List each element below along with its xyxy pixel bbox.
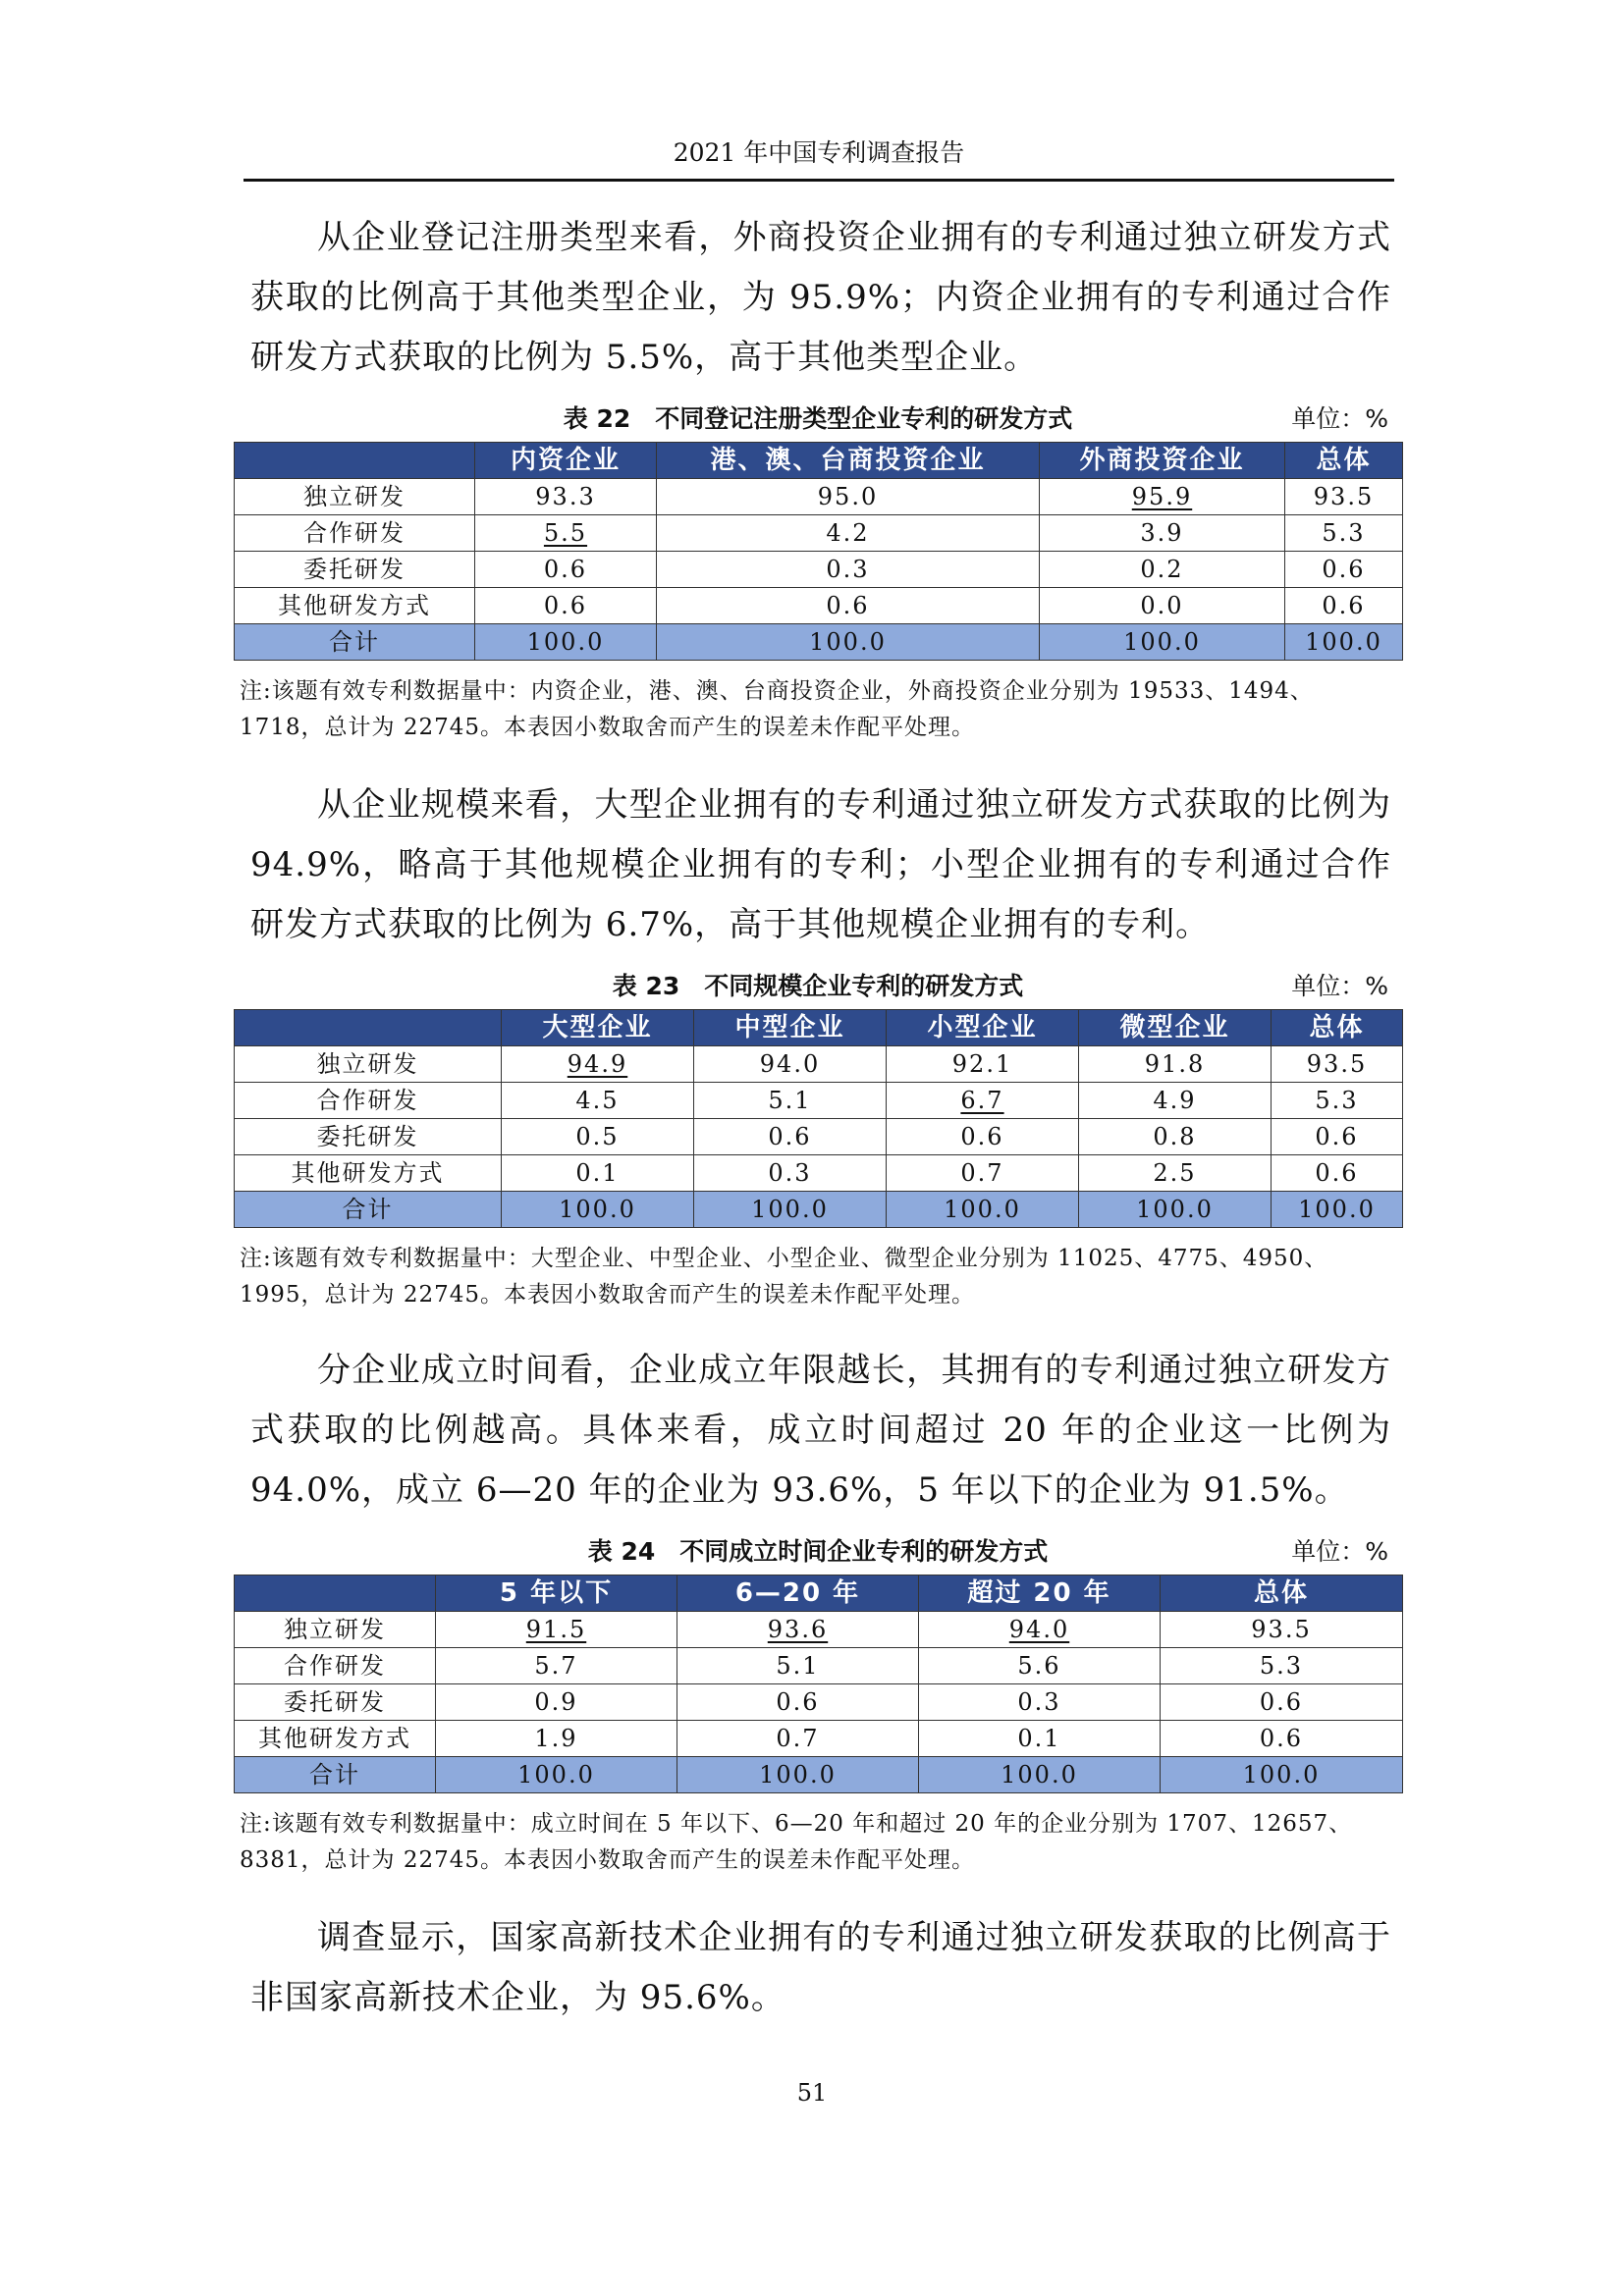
row-label: 合计 xyxy=(235,1757,436,1793)
underlined-value: 94.0 xyxy=(1008,1616,1070,1643)
table-cell: 100.0 xyxy=(1079,1192,1272,1228)
table-cell: 5.7 xyxy=(436,1648,677,1684)
row-label: 合计 xyxy=(235,624,475,661)
underlined-value: 6.7 xyxy=(960,1087,1004,1114)
paragraph-1: 从企业登记注册类型来看，外商投资企业拥有的专利通过独立研发方式获取的比例高于其他类型企业，为 95.9%；内资企业拥有的专利通过合作研发方式获取的比例为 5.5%，高于其他类型企业。 xyxy=(250,218,1391,377)
table-cell: 0.6 xyxy=(677,1684,919,1721)
row-label: 合作研发 xyxy=(235,1083,502,1119)
underlined-value: 5.5 xyxy=(543,519,588,547)
table-cell: 95.0 xyxy=(657,479,1040,515)
table-cell: 0.0 xyxy=(1040,588,1285,624)
table-cell: 5.3 xyxy=(1161,1648,1403,1684)
table-cell-highlight xyxy=(887,1083,1079,1119)
header-rule xyxy=(244,179,1394,182)
table-24 xyxy=(234,1575,1403,1793)
row-label: 独立研发 xyxy=(235,479,475,515)
table-cell: 100.0 xyxy=(436,1757,677,1793)
table-header-cell: 超过 20 年 xyxy=(919,1575,1161,1612)
underlined-value: 94.9 xyxy=(567,1050,628,1078)
row-label: 委托研发 xyxy=(235,1684,436,1721)
table-cell: 0.3 xyxy=(694,1155,887,1192)
table-cell: 5.1 xyxy=(677,1648,919,1684)
table-cell: 100.0 xyxy=(1272,1192,1403,1228)
row-label: 合计 xyxy=(235,1192,502,1228)
table-cell: 93.5 xyxy=(1272,1046,1403,1083)
table-header-cell: 5 年以下 xyxy=(436,1575,677,1612)
table-cell-highlight xyxy=(475,515,657,552)
table-cell: 92.1 xyxy=(887,1046,1079,1083)
table-cell: 0.6 xyxy=(694,1119,887,1155)
table-cell: 0.6 xyxy=(1285,552,1403,588)
table-cell: 0.3 xyxy=(919,1684,1161,1721)
table-header-cell: 大型企业 xyxy=(502,1010,694,1046)
row-label: 合作研发 xyxy=(235,515,475,552)
table-cell-highlight xyxy=(1040,479,1285,515)
table-cell: 93.5 xyxy=(1285,479,1403,515)
table-row xyxy=(235,1083,1403,1119)
table-cell: 0.7 xyxy=(677,1721,919,1757)
table-22-caption-row xyxy=(234,402,1402,436)
table-cell: 5.3 xyxy=(1272,1083,1403,1119)
underlined-value: 93.6 xyxy=(767,1616,829,1643)
table-cell: 100.0 xyxy=(657,624,1040,661)
table-cell: 0.6 xyxy=(1272,1119,1403,1155)
page-number: 51 xyxy=(796,2079,828,2107)
table-cell: 5.3 xyxy=(1285,515,1403,552)
underlined-value: 95.9 xyxy=(1131,483,1193,510)
table-cell: 0.8 xyxy=(1079,1119,1272,1155)
table-row xyxy=(235,1119,1403,1155)
table-cell: 100.0 xyxy=(677,1757,919,1793)
table-header-cell: 6—20 年 xyxy=(677,1575,919,1612)
table-23 xyxy=(234,1009,1403,1228)
underlined-value: 91.5 xyxy=(525,1616,587,1643)
table-header-row xyxy=(235,1010,1403,1046)
table-cell: 5.6 xyxy=(919,1648,1161,1684)
table-cell: 100.0 xyxy=(1040,624,1285,661)
table-header-cell: 总体 xyxy=(1285,443,1403,479)
table-row xyxy=(235,552,1403,588)
table-header-cell: 港、澳、台商投资企业 xyxy=(657,443,1040,479)
table-24-caption: 表 24 不同成立时间企业专利的研发方式 xyxy=(587,1537,1049,1566)
table-cell: 100.0 xyxy=(694,1192,887,1228)
table-cell: 94.0 xyxy=(694,1046,887,1083)
table-header-cell: 小型企业 xyxy=(887,1010,1079,1046)
row-label: 合作研发 xyxy=(235,1648,436,1684)
table-cell: 100.0 xyxy=(887,1192,1079,1228)
paragraph-2: 从企业规模来看，大型企业拥有的专利通过独立研发方式获取的比例为 94.9%，略高于其他规模企业拥有的专利；小型企业拥有的专利通过合作研发方式获取的比例为 6.7%，高于其他规模企业拥有的专利。 xyxy=(250,785,1391,944)
table-cell-highlight xyxy=(919,1612,1161,1648)
table-row xyxy=(235,515,1403,552)
table-cell: 93.3 xyxy=(475,479,657,515)
table-total-row xyxy=(235,1192,1403,1228)
table-header-cell: 中型企业 xyxy=(694,1010,887,1046)
table-cell: 3.9 xyxy=(1040,515,1285,552)
table-cell: 0.6 xyxy=(475,552,657,588)
table-row xyxy=(235,1612,1403,1648)
table-24-note: 注:该题有效专利数据量中：成立时间在 5 年以下、6—20 年和超过 20 年的企业分别为 1707、12657、8381，总计为 22745。本表因小数取舍而产生的误差未作配平处理。 xyxy=(240,1811,1353,1873)
table-row xyxy=(235,1721,1403,1757)
table-header-cell: 总体 xyxy=(1272,1010,1403,1046)
table-row xyxy=(235,588,1403,624)
table-row xyxy=(235,1155,1403,1192)
table-cell-highlight xyxy=(436,1612,677,1648)
table-cell: 0.3 xyxy=(657,552,1040,588)
table-total-row xyxy=(235,624,1403,661)
table-23-caption-row xyxy=(234,970,1402,1003)
table-header-cell: 外商投资企业 xyxy=(1040,443,1285,479)
table-cell-highlight xyxy=(677,1612,919,1648)
table-cell: 91.8 xyxy=(1079,1046,1272,1083)
table-cell: 93.5 xyxy=(1161,1612,1403,1648)
table-cell: 100.0 xyxy=(919,1757,1161,1793)
row-label: 独立研发 xyxy=(235,1046,502,1083)
table-header-row xyxy=(235,1575,1403,1612)
table-cell: 4.9 xyxy=(1079,1083,1272,1119)
table-23-note: 注:该题有效专利数据量中：大型企业、中型企业、小型企业、微型企业分别为 11025、4775、4950、1995，总计为 22745。本表因小数取舍而产生的误差未作配平处理。 xyxy=(240,1246,1328,1308)
table-24-caption-row xyxy=(234,1535,1402,1569)
table-cell: 0.9 xyxy=(436,1684,677,1721)
table-cell-highlight xyxy=(502,1046,694,1083)
table-23-caption: 表 23 不同规模企业专利的研发方式 xyxy=(612,972,1024,1000)
row-label: 委托研发 xyxy=(235,552,475,588)
table-cell: 100.0 xyxy=(1285,624,1403,661)
table-cell: 0.6 xyxy=(1272,1155,1403,1192)
table-cell: 0.6 xyxy=(657,588,1040,624)
table-cell: 0.1 xyxy=(919,1721,1161,1757)
table-cell: 0.6 xyxy=(1285,588,1403,624)
table-cell: 0.7 xyxy=(887,1155,1079,1192)
table-row xyxy=(235,1684,1403,1721)
table-header-cell xyxy=(235,443,475,479)
table-cell: 2.5 xyxy=(1079,1155,1272,1192)
table-row xyxy=(235,1046,1403,1083)
table-22 xyxy=(234,442,1403,661)
table-23-unit: 单位：% xyxy=(1291,972,1388,1000)
table-header-cell xyxy=(235,1575,436,1612)
table-cell: 5.1 xyxy=(694,1083,887,1119)
table-total-row xyxy=(235,1757,1403,1793)
table-cell: 0.5 xyxy=(502,1119,694,1155)
table-24-unit: 单位：% xyxy=(1291,1537,1388,1566)
table-header-cell: 总体 xyxy=(1161,1575,1403,1612)
paragraph-4: 调查显示，国家高新技术企业拥有的专利通过独立研发获取的比例高于非国家高新技术企业，为 95.6%。 xyxy=(250,1918,1391,2017)
table-cell: 100.0 xyxy=(1161,1757,1403,1793)
row-label: 其他研发方式 xyxy=(235,588,475,624)
table-cell: 0.1 xyxy=(502,1155,694,1192)
table-22-unit: 单位：% xyxy=(1291,404,1388,433)
table-header-row xyxy=(235,443,1403,479)
table-header-cell: 微型企业 xyxy=(1079,1010,1272,1046)
table-cell: 1.9 xyxy=(436,1721,677,1757)
table-row xyxy=(235,479,1403,515)
table-cell: 4.2 xyxy=(657,515,1040,552)
table-header-cell: 内资企业 xyxy=(475,443,657,479)
table-row xyxy=(235,1648,1403,1684)
table-22-note: 注:该题有效专利数据量中：内资企业，港、澳、台商投资企业，外商投资企业分别为 19533、1494、1718，总计为 22745。本表因小数取舍而产生的误差未作配平处理。 xyxy=(240,678,1314,740)
row-label: 委托研发 xyxy=(235,1119,502,1155)
table-cell: 4.5 xyxy=(502,1083,694,1119)
table-header-cell xyxy=(235,1010,502,1046)
table-cell: 0.6 xyxy=(475,588,657,624)
row-label: 其他研发方式 xyxy=(235,1155,502,1192)
paragraph-3: 分企业成立时间看，企业成立年限越长，其拥有的专利通过独立研发方式获取的比例越高。具体来看，成立时间超过 20 年的企业这一比例为 94.0%，成立 6—20 年的企业为 93.6%，5 年以下的企业为 91.5%。 xyxy=(250,1351,1391,1510)
table-cell: 0.2 xyxy=(1040,552,1285,588)
table-22-caption: 表 22 不同登记注册类型企业专利的研发方式 xyxy=(563,404,1073,433)
running-header: 2021 年中国专利调查报告 xyxy=(673,138,965,167)
row-label: 其他研发方式 xyxy=(235,1721,436,1757)
table-cell: 0.6 xyxy=(887,1119,1079,1155)
table-cell: 100.0 xyxy=(502,1192,694,1228)
row-label: 独立研发 xyxy=(235,1612,436,1648)
table-cell: 100.0 xyxy=(475,624,657,661)
table-cell: 0.6 xyxy=(1161,1684,1403,1721)
table-cell: 0.6 xyxy=(1161,1721,1403,1757)
